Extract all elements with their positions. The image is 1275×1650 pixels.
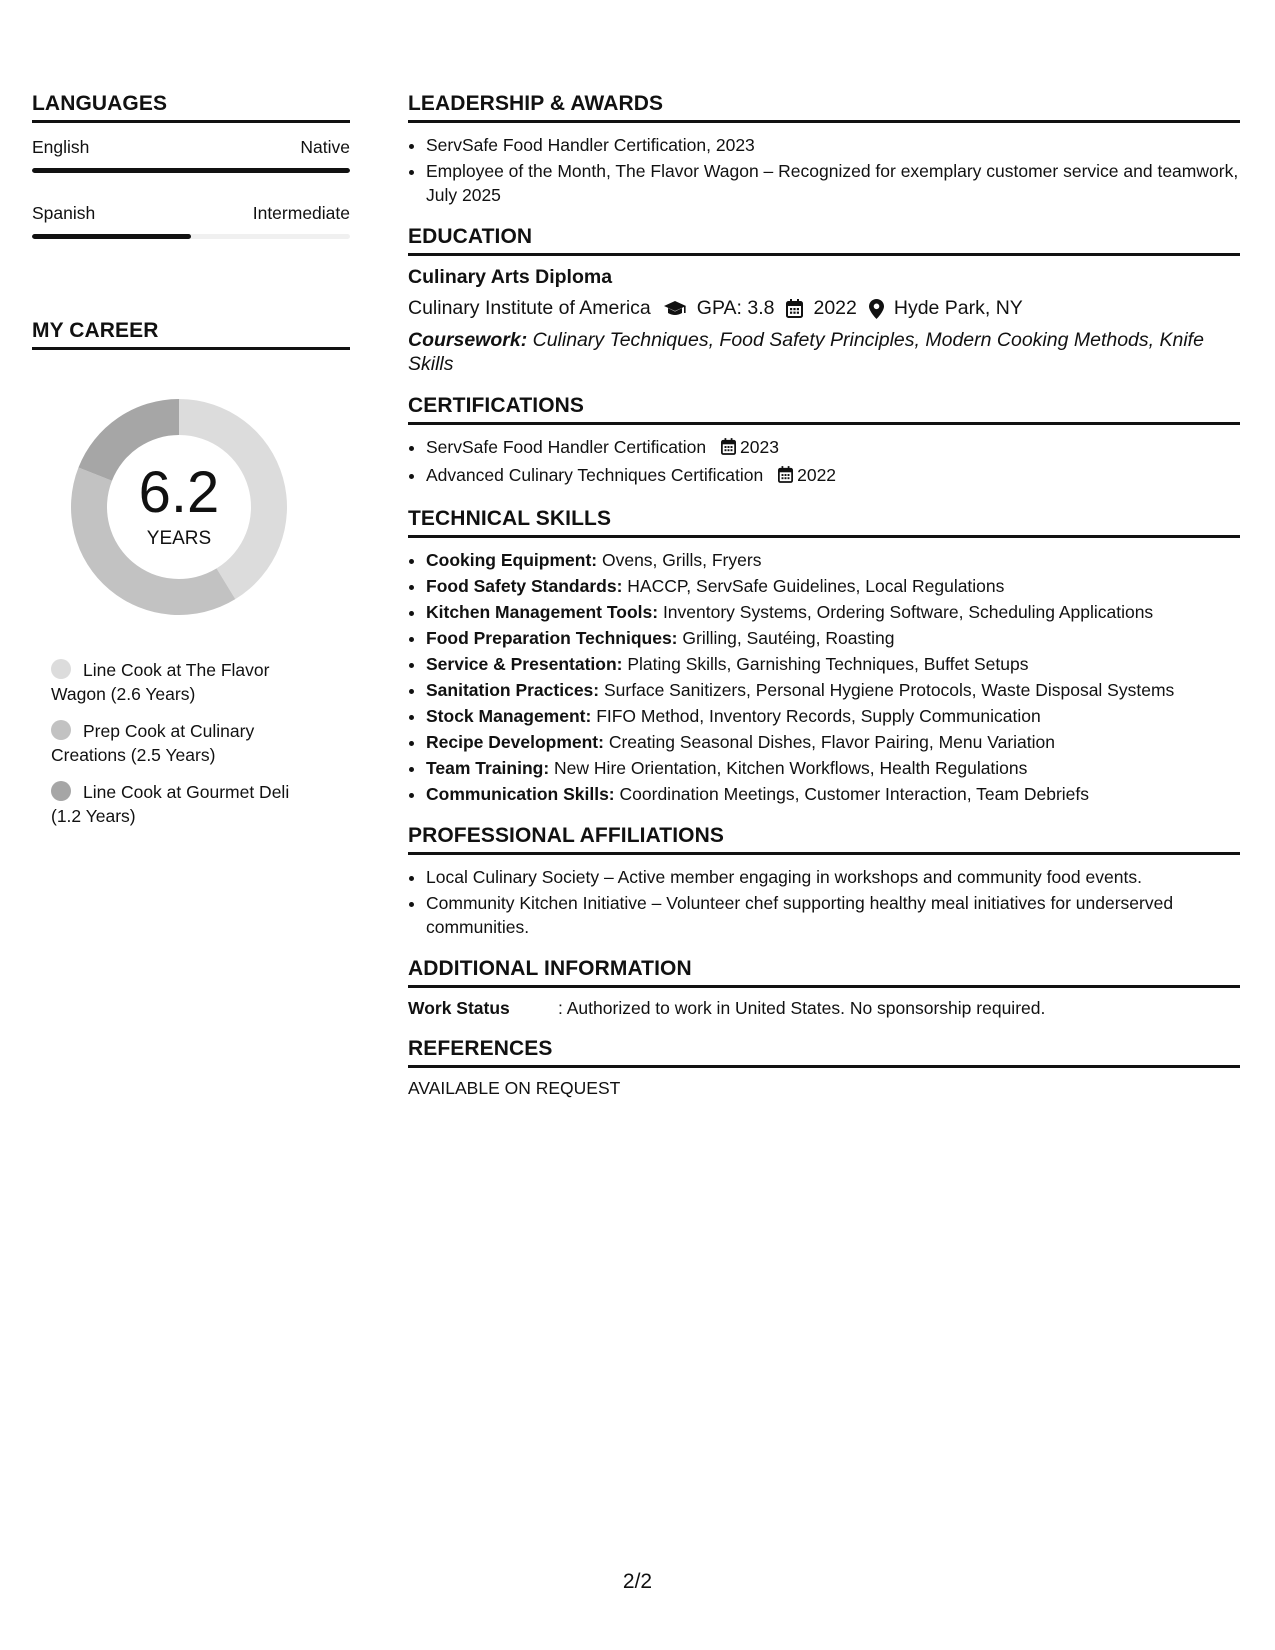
page-number: 2/2 (622, 1570, 653, 1593)
language-name: English (32, 137, 90, 157)
coursework-label: Coursework: (408, 329, 528, 351)
graduation-cap-icon (663, 300, 687, 318)
skill-value: Coordination Meetings, Customer Interaction, Team Debriefs (619, 784, 1089, 804)
donut-center (64, 392, 294, 622)
calendar-icon (778, 465, 793, 489)
skill-value: New Hire Orientation, Kitchen Workflows, Health Regulations (554, 758, 1028, 778)
school-location: Hyde Park, NY (893, 297, 1023, 319)
skills-title: TECHNICAL SKILLS (408, 507, 1240, 538)
skill-value: Surface Sanitizers, Personal Hygiene Protocols, Waste Disposal Systems (604, 680, 1175, 700)
additional-title: ADDITIONAL INFORMATION (408, 957, 1240, 988)
work-status-label: Work Status (408, 998, 510, 1018)
language-item (32, 137, 350, 173)
legend-label: Prep Cook at Culinary Creations (2.5 Years) (51, 721, 255, 765)
references-text: AVAILABLE ON REQUEST (408, 1078, 621, 1098)
skill-value: Creating Seasonal Dishes, Flavor Pairing, Menu Variation (608, 732, 1055, 752)
skill-item (426, 574, 1240, 598)
award-item: • Employee of the Month, The Flavor Wagon – Recognized for exemplary customer service and teamwork, July 2025 (426, 159, 1240, 207)
references-title: REFERENCES (408, 1037, 1240, 1068)
legend-item (51, 780, 321, 828)
legend-dot (51, 720, 71, 740)
skills-section (408, 507, 1240, 806)
certification-year: 2023 (740, 437, 779, 457)
legend-label: Line Cook at Gourmet Deli (1.2 Years) (51, 782, 290, 826)
award-item: • ServSafe Food Handler Certification, 2023 (426, 133, 1240, 157)
skill-item (426, 548, 1240, 572)
language-level: Intermediate (252, 203, 350, 223)
skills-list (408, 548, 1240, 806)
affiliations-section (408, 824, 1240, 939)
graduation-year: 2022 (813, 297, 857, 319)
skill-item (426, 756, 1240, 780)
language-bar-fill (32, 234, 191, 239)
certifications-title: CERTIFICATIONS (408, 394, 1240, 425)
affiliation-item: • Local Culinary Society – Active member engaging in workshops and community food events. (426, 865, 1240, 889)
left-column (32, 92, 350, 841)
school-name: Culinary Institute of America (408, 297, 651, 319)
skill-label: Communication Skills: (426, 784, 615, 804)
skill-label: Food Preparation Techniques: (426, 628, 678, 648)
language-level: Native (300, 137, 350, 157)
legend-item (51, 658, 321, 706)
certification-year: 2022 (797, 465, 837, 485)
affiliations-title: PROFESSIONAL AFFILIATIONS (408, 824, 1240, 855)
legend-dot (51, 659, 71, 679)
affiliation-item: • Community Kitchen Initiative – Volunteer chef supporting healthy meal initiatives for underserved communities. (426, 891, 1240, 939)
language-bar-fill (32, 168, 350, 173)
skill-value: Ovens, Grills, Fryers (601, 550, 762, 570)
skill-item (426, 678, 1240, 702)
leadership-title: LEADERSHIP & AWARDS (408, 92, 1240, 123)
language-bar (32, 234, 350, 239)
languages-title: LANGUAGES (32, 92, 350, 123)
skill-item (426, 652, 1240, 676)
skill-item (426, 704, 1240, 728)
skill-label: Food Safety Standards: (426, 576, 623, 596)
certification-name: Advanced Culinary Techniques Certification (426, 465, 764, 485)
skill-value: HACCP, ServSafe Guidelines, Local Regulations (627, 576, 1005, 596)
career-donut-chart (64, 392, 294, 622)
legend-item (51, 719, 321, 767)
skill-value: FIFO Method, Inventory Records, Supply Communication (596, 706, 1041, 726)
coursework (408, 328, 1240, 376)
skill-label: Kitchen Management Tools: (426, 602, 659, 622)
gpa: GPA: 3.8 (696, 297, 775, 319)
degree-title: Culinary Arts Diploma (408, 266, 613, 288)
skill-item (426, 782, 1240, 806)
certification-item (426, 463, 1240, 489)
location-pin-icon (869, 299, 884, 319)
language-name: Spanish (32, 203, 96, 223)
career-legend (51, 658, 350, 828)
skill-item (426, 730, 1240, 754)
skill-label: Team Training: (426, 758, 550, 778)
calendar-icon (786, 299, 803, 318)
certification-name: ServSafe Food Handler Certification (426, 437, 707, 457)
skill-label: Cooking Equipment: (426, 550, 598, 570)
certification-item (426, 435, 1240, 461)
career-total-unit: YEARS (146, 528, 212, 549)
education-details (408, 297, 1240, 320)
career-title: MY CAREER (32, 319, 350, 350)
skill-item (426, 600, 1240, 624)
education-title: EDUCATION (408, 225, 1240, 256)
legend-dot (51, 781, 71, 801)
calendar-icon (721, 437, 736, 461)
language-item (32, 203, 350, 239)
leadership-section (408, 92, 1240, 207)
skill-value: Plating Skills, Garnishing Techniques, Buffet Setups (627, 654, 1029, 674)
skill-value: Grilling, Sautéing, Roasting (682, 628, 895, 648)
work-status-row (408, 998, 1240, 1019)
skill-label: Service & Presentation: (426, 654, 623, 674)
work-status-value: : Authorized to work in United States. No sponsorship required. (558, 998, 1046, 1018)
skill-label: Sanitation Practices: (426, 680, 600, 700)
skill-value: Inventory Systems, Ordering Software, Scheduling Applications (662, 602, 1154, 622)
education-section (408, 225, 1240, 376)
additional-section (408, 957, 1240, 1019)
references-section (408, 1037, 1240, 1099)
language-bar (32, 168, 350, 173)
right-column (408, 92, 1240, 1117)
skill-label: Recipe Development: (426, 732, 604, 752)
certifications-section (408, 394, 1240, 489)
legend-label: Line Cook at The Flavor Wagon (2.6 Years) (51, 660, 270, 704)
skill-item (426, 626, 1240, 650)
career-total-years: 6.2 (138, 460, 220, 525)
skill-label: Stock Management: (426, 706, 592, 726)
coursework-list: Culinary Techniques, Food Safety Principles, Modern Cooking Methods, Knife Skills (408, 329, 1204, 375)
